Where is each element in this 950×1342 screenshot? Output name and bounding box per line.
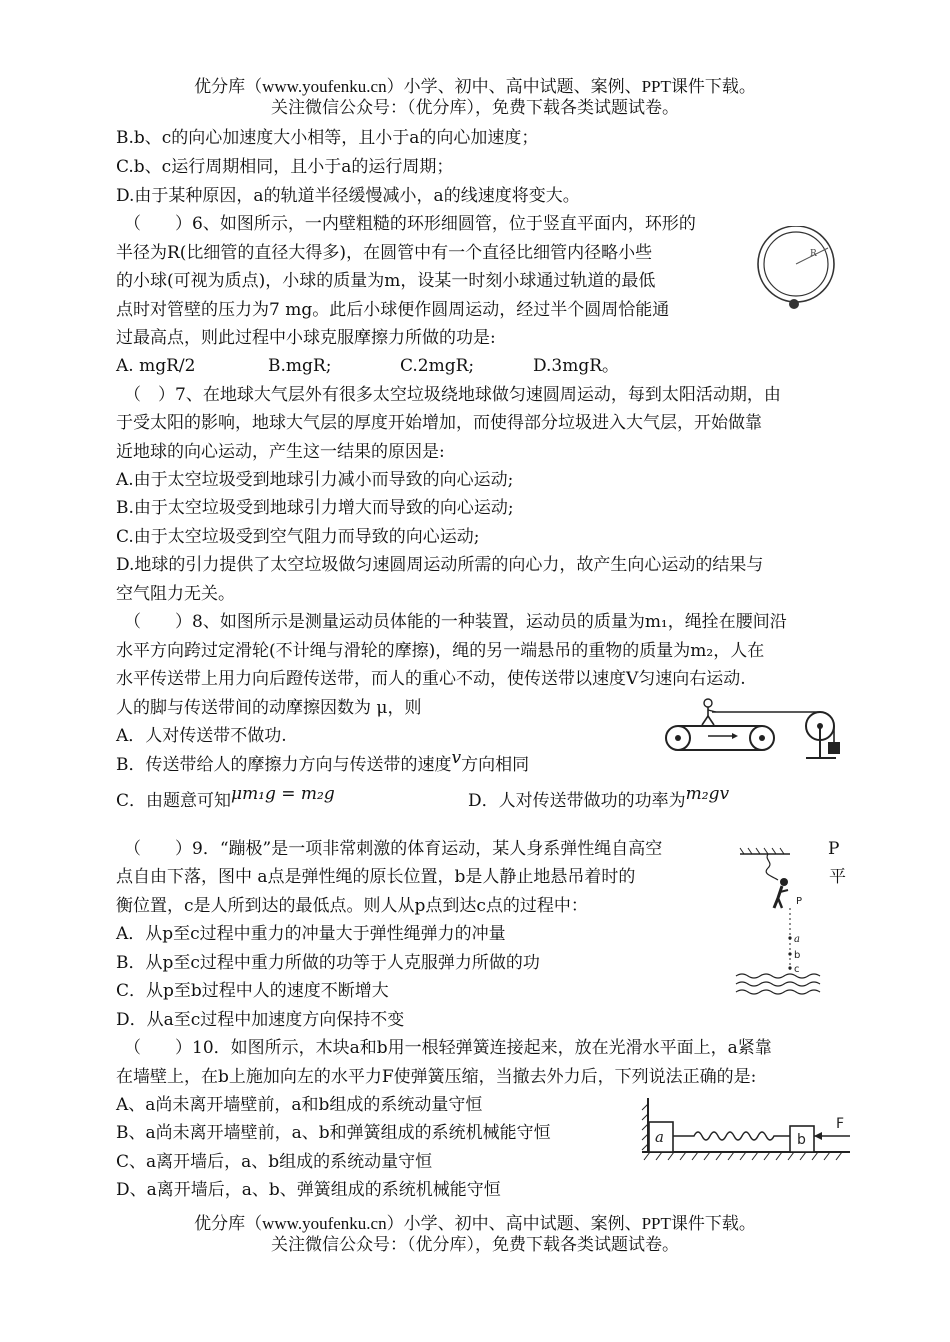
q8-stem-line-4: 人的脚与传送带间的动摩擦因数为 μ，则	[116, 698, 422, 718]
q6-stem-line-2: 半径为R(比细管的直径大得多)，在圆管中有一个直径比细管内径略小些	[116, 243, 653, 263]
q7-option-b: B.由于太空垃圾受到地球引力增大而导致的向心运动;	[116, 498, 514, 518]
q8-stem-line-1: （ ）8、如图所示是测量运动员体能的一种装置，运动员的质量为m₁，绳拴在腰间沿	[124, 612, 787, 632]
q9-option-b: B．从p至c过程中重力所做的功等于人克服弹力所做的功	[116, 953, 540, 973]
q8-option-d-prefix: D．人对传送带做功的功率为	[468, 791, 686, 811]
footer-line-2: 关注微信公众号：（优分库），免费下载各类试题试卷。	[271, 1235, 679, 1254]
q9-point-p-label: P	[796, 896, 803, 907]
q8-velocity-symbol: v	[451, 748, 462, 768]
q8-option-b	[116, 748, 530, 776]
q9-point-a-label: a	[794, 934, 800, 945]
q6-radius-label: R	[810, 249, 817, 259]
q10-option-a: A、a尚未离开墙壁前，a和b组成的系统动量守恒	[116, 1095, 483, 1115]
q9-stem-line-1-end: P	[828, 839, 840, 859]
header-line-1: 优分库（www.youfenku.cn）小学、初中、高中试题、案例、PPT课件下载。	[194, 77, 756, 96]
q10-block-a-label: a	[655, 1128, 664, 1146]
q8-option-d	[468, 784, 730, 812]
page-footer	[0, 1213, 950, 1255]
q7-stem-line-2: 于受太阳的影响，地球大气层的厚度开始增加，而使得部分垃圾进入大气层，开始做靠	[116, 413, 762, 433]
q5-option-d: D.由于某种原因，a的轨道半径缓慢减小，a的线速度将变大。	[116, 186, 580, 206]
q9-stem-line-2: 点自由下落，图中 a点是弹性绳的原长位置，b是人静止地悬吊着时的	[116, 867, 636, 887]
q8-option-c-prefix: C．由题意可知	[116, 791, 232, 811]
header-line-2: 关注微信公众号：（优分库），免费下载各类试题试卷。	[271, 98, 679, 117]
q10-option-c: C、a离开墙后，a、b组成的系统动量守恒	[116, 1152, 433, 1172]
q9-option-a: A．从p至c过程中重力的冲量大于弹性绳弹力的冲量	[116, 924, 506, 944]
q6-stem-line-1: （ ）6、如图所示，一内壁粗糙的环形细圆管，位于竖直平面内，环形的	[124, 214, 696, 234]
q7-option-a: A.由于太空垃圾受到地球引力减小而导致的向心运动;	[116, 470, 514, 490]
q6-option-b: B.mgR;	[268, 356, 332, 376]
q8-option-d-formula: m₂gv	[685, 784, 730, 804]
q6-option-a: A. mgR/2	[116, 356, 196, 376]
q5-option-c: C.b、c运行周期相同，且小于a的运行周期；	[116, 157, 454, 177]
q7-option-c: C.由于太空垃圾受到空气阻力而导致的向心运动;	[116, 527, 480, 547]
q8-option-b-prefix: B．传送带给人的摩擦力方向与传送带的速度	[116, 755, 452, 775]
q5-option-b: B.b、c的向心加速度大小相等，且小于a的向心加速度；	[116, 128, 539, 148]
q8-option-a: A．人对传送带不做功.	[116, 726, 287, 746]
q8-stem-line-3: 水平传送带上用力向后蹬传送带，而人的重心不动，使传送带以速度V匀速向右运动.	[116, 669, 746, 689]
q7-stem-line-1: （ ）7、在地球大气层外有很多太空垃圾绕地球做匀速圆周运动，每到太阳活动期，由	[124, 385, 781, 405]
q9-option-d: D．从a至c过程中加速度方向保持不变	[116, 1010, 405, 1030]
q9-stem-line-3: 衡位置，c是人所到达的最低点。则人从p点到达c点的过程中：	[116, 896, 588, 916]
q10-stem-line-2: 在墙壁上，在b上施加向左的水平力F使弹簧压缩，当撤去外力后，下列说法正确的是:	[116, 1067, 757, 1087]
q9-option-c: C．从p至b过程中人的速度不断增大	[116, 981, 389, 1001]
q6-stem-line-5: 过最高点，则此过程中小球克服摩擦力所做的功是:	[116, 328, 496, 348]
q6-option-d: D.3mgR。	[533, 356, 620, 376]
q6-stem-line-3: 的小球(可视为质点)，小球的质量为m，设某一时刻小球通过轨道的最低	[116, 271, 656, 291]
q10-spring-blocks-figure	[638, 1098, 854, 1164]
q6-stem-line-4: 点时对管壁的压力为7 mg。此后小球便作圆周运动，经过半个圆周恰能通	[116, 300, 670, 320]
q7-stem-line-3: 近地球的向心运动，产生这一结果的原因是:	[116, 442, 445, 462]
page-header	[0, 76, 950, 118]
q9-bungee-figure	[734, 846, 830, 996]
q9-point-b-label: b	[794, 950, 801, 961]
q10-force-label: F	[836, 1116, 845, 1132]
q10-stem-line-1: （ ）10．如图所示，木块a和b用一根轻弹簧连接起来，放在光滑水平面上，a紧靠	[124, 1038, 772, 1058]
q8-option-c-formula: μm₁g = m₂g	[231, 784, 335, 804]
q6-ring-tube-figure	[752, 226, 848, 314]
q9-point-c-label: c	[794, 964, 800, 975]
q9-stem-line-1: （ ）9．“蹦极”是一项非常刺激的体育运动，某人身系弹性绳自高空	[124, 839, 663, 859]
q7-option-d-line-2: 空气阻力无关。	[116, 584, 235, 604]
q8-option-c	[116, 784, 335, 812]
q10-block-b-label: b	[797, 1132, 806, 1148]
q8-stem-line-2: 水平方向跨过定滑轮(不计绳与滑轮的摩擦)，绳的另一端悬吊的重物的质量为m₂，人在	[116, 641, 765, 661]
q8-treadmill-figure	[660, 698, 850, 762]
q10-option-d: D、a离开墙后，a、b、弹簧组成的系统机械能守恒	[116, 1180, 501, 1200]
q6-option-c: C.2mgR;	[400, 356, 475, 376]
q7-option-d-line-1: D.地球的引力提供了太空垃圾做匀速圆周运动所需的向心力，故产生向心运动的结果与	[116, 555, 764, 575]
q8-option-b-suffix: 方向相同	[461, 755, 530, 775]
q10-option-b: B、a尚未离开墙壁前，a、b和弹簧组成的系统机械能守恒	[116, 1123, 551, 1143]
footer-line-1: 优分库（www.youfenku.cn）小学、初中、高中试题、案例、PPT课件下载。	[194, 1214, 756, 1233]
q9-stem-line-2-end: 平	[829, 867, 846, 887]
